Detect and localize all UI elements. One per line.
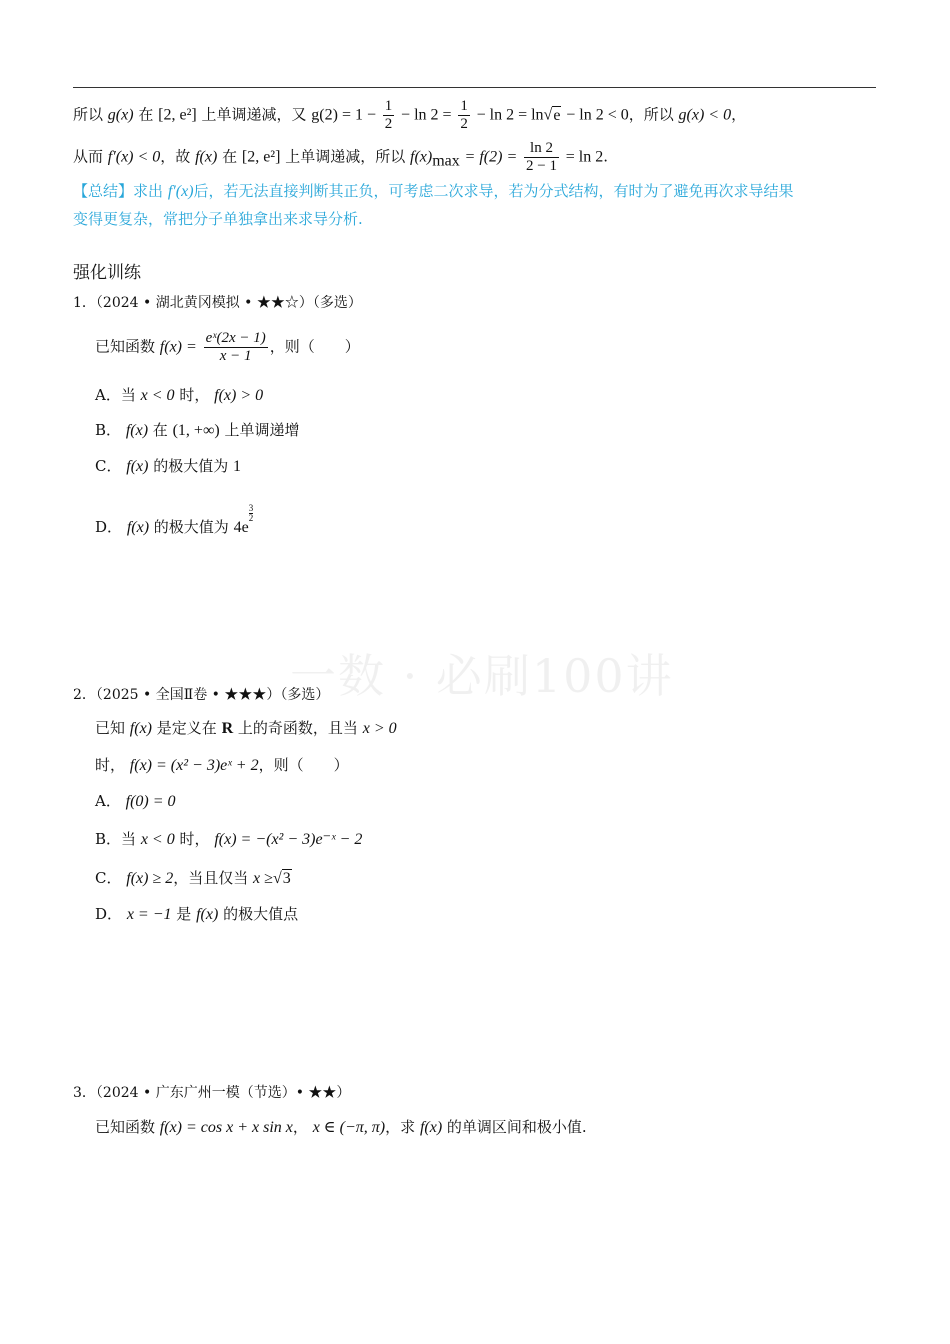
exp-num: 3: [248, 503, 254, 513]
math-expr: f(x) = (x² − 3)eˣ + 2: [129, 757, 259, 774]
summary-line-1: [73, 177, 794, 206]
option-label: B．: [95, 830, 122, 848]
text: 在: [222, 147, 238, 166]
math-expr: f(x) ≥ 2: [126, 870, 174, 887]
exp-den: 2: [248, 513, 254, 523]
text: 已知函数: [95, 1118, 156, 1136]
q2-stem-2: [95, 754, 349, 777]
text: 是: [176, 905, 192, 923]
text: 是定义在: [156, 719, 217, 737]
math-expr: f(x) > 0: [214, 387, 264, 404]
text: ，则（ ）: [258, 756, 349, 774]
sqrt-e: e: [553, 106, 561, 124]
frac-num: ln 2: [524, 140, 559, 158]
option-label: B．: [95, 421, 122, 439]
frac-den: 2: [384, 116, 393, 132]
q3-head: 3．（2024 • 广东广州一模（节选）• ★★）: [73, 1085, 351, 1101]
solution-line-2: [73, 140, 608, 175]
summary-line-2: [73, 205, 363, 233]
q2-option-d[interactable]: [95, 903, 298, 926]
math-expr: f(x): [125, 422, 149, 439]
sqrt-3: 3: [282, 870, 291, 887]
text: 已知: [95, 719, 126, 737]
summary-text: 后，若无法直接判断其正负，可考虑二次求导，若为分式结构，有时为了避免再次求导结果: [193, 182, 794, 200]
text: 时，: [179, 386, 210, 404]
text: .: [603, 147, 609, 166]
math-expr: g(x) < 0: [678, 106, 732, 124]
math-expr: f(0) = 0: [125, 793, 176, 810]
math-gx: g(x): [107, 106, 134, 124]
text: 的极大值为: [153, 518, 229, 536]
math-expr: − ln 2 < 0: [566, 106, 629, 124]
exponent-fraction: [249, 504, 254, 523]
text: 的极大值点: [223, 905, 299, 923]
frac-den: x − 1: [219, 348, 252, 364]
text: 当: [120, 386, 136, 404]
q2-option-a[interactable]: [95, 790, 176, 813]
frac-den: 2: [460, 116, 468, 132]
text: ，则（ ）: [269, 337, 360, 356]
math-expr: f(x) =: [159, 338, 197, 356]
math-expr: − ln 2 =: [401, 106, 452, 124]
text: 上的奇函数，且当: [237, 719, 358, 737]
fraction-half-2: [458, 98, 470, 133]
top-rule: [73, 87, 876, 88]
text: 上单调递减，又: [201, 105, 307, 124]
q3-stem: [95, 1116, 587, 1139]
text: ，求: [385, 1118, 416, 1136]
math-expr: = f(2) =: [464, 148, 518, 166]
math-expr: x = −1: [126, 906, 172, 923]
math-expr: 1: [233, 458, 242, 475]
text: ，: [731, 105, 747, 124]
text: ，故: [160, 147, 191, 166]
option-label: A．: [95, 792, 121, 810]
text: 的极大值为: [153, 457, 229, 475]
summary-label: 【总结】: [73, 182, 134, 200]
text: 在: [152, 421, 168, 439]
q2-option-b[interactable]: [95, 828, 362, 851]
fraction-ln2: [524, 140, 559, 175]
frac-num: eˣ(2x − 1): [205, 330, 266, 346]
text: ，: [292, 1118, 308, 1136]
option-label: A．: [95, 386, 121, 404]
math-expr: g(2) = 1 −: [311, 106, 376, 124]
math-expr: x > 0: [362, 720, 397, 737]
math-expr: f(x): [196, 906, 219, 923]
text: 上单调递增: [224, 421, 300, 439]
text: 时，: [95, 756, 126, 774]
math-expr: f(x): [195, 148, 218, 166]
text: 当: [121, 830, 137, 848]
section-title: 强化训练: [73, 263, 141, 283]
q2-stem-1: [95, 717, 397, 740]
math-expr: 4e: [233, 519, 249, 536]
text: 的单调区间和极小值.: [446, 1118, 587, 1136]
math-interval: [2, e²]: [158, 106, 197, 124]
math-expr: = ln 2: [565, 148, 604, 166]
math-expr: f(x): [126, 519, 150, 536]
math-expr: f′(x) < 0: [107, 148, 161, 166]
math-expr: x ∈ (−π, π): [312, 1119, 386, 1136]
option-label: D．: [95, 518, 123, 536]
text: ，所以: [628, 105, 674, 124]
q1-head: 1．（2024 • 湖北黄冈模拟 • ★★☆）（多选）: [73, 295, 362, 311]
text: 从而: [73, 147, 104, 166]
fraction-half: [383, 98, 395, 133]
math-expr: f(x): [410, 148, 433, 166]
text: 在: [138, 105, 154, 124]
summary-text: 求出: [133, 182, 164, 200]
q1-option-b[interactable]: [95, 419, 299, 442]
option-label: C．: [95, 869, 122, 887]
text: 上单调递减，所以: [285, 147, 406, 166]
text: 已知函数: [95, 337, 156, 356]
option-label: D．: [95, 905, 123, 923]
solution-line-1: 所以 g(x) 在 [2, e²] 上单调递减，又 g(2) = 1 − $\frac{1}{2}$ − ln 2 = $\frac{1}{2}$ − ln 2 = ln√e − ln 2 < 0，所以 g(x) < 0，: [73, 98, 747, 132]
summary-text: 变得更复杂，常把分子单独拿出来求导分析.: [73, 210, 363, 228]
math-expr: x < 0: [140, 387, 175, 404]
text: 时，: [179, 830, 210, 848]
watermark: 一数 · 必刷100讲: [290, 649, 674, 703]
q2-option-c[interactable]: C． f(x) ≥ 2，当且仅当 x ≥√3: [95, 869, 291, 887]
q1-fraction: [204, 330, 268, 365]
text: 所以: [73, 105, 104, 124]
math-expr: − ln 2 = ln: [476, 106, 544, 124]
math-expr: f(x): [129, 720, 152, 737]
text: ，当且仅当: [173, 869, 249, 887]
frac-num: 1: [460, 98, 468, 114]
q1-option-d[interactable]: [95, 504, 253, 539]
subscript-max: max: [432, 152, 460, 170]
math-expr: f(x): [419, 1119, 443, 1136]
math-interval: [2, e²]: [241, 148, 281, 166]
q1-stem: [95, 330, 360, 365]
math-expr: f(x) = −(x² − 3)e⁻ˣ − 2: [214, 831, 363, 848]
frac-num: 1: [384, 98, 393, 114]
math-expr: x ≥: [253, 870, 273, 887]
math-expr: f′(x): [167, 183, 194, 200]
math-expr: (1, +∞): [172, 422, 220, 439]
math-R: R: [221, 720, 234, 737]
frac-den: 2 − 1: [526, 158, 557, 174]
q1-option-c[interactable]: [95, 455, 241, 478]
option-label: C．: [95, 457, 122, 475]
math-expr: x < 0: [140, 831, 175, 848]
q2-head: 2．（2025 • 全国Ⅱ卷 • ★★★）（多选）: [73, 687, 330, 703]
math-expr: f(x) = cos x + x sin x: [159, 1119, 293, 1136]
q1-option-a[interactable]: [95, 384, 263, 407]
math-expr: f(x): [126, 458, 149, 475]
